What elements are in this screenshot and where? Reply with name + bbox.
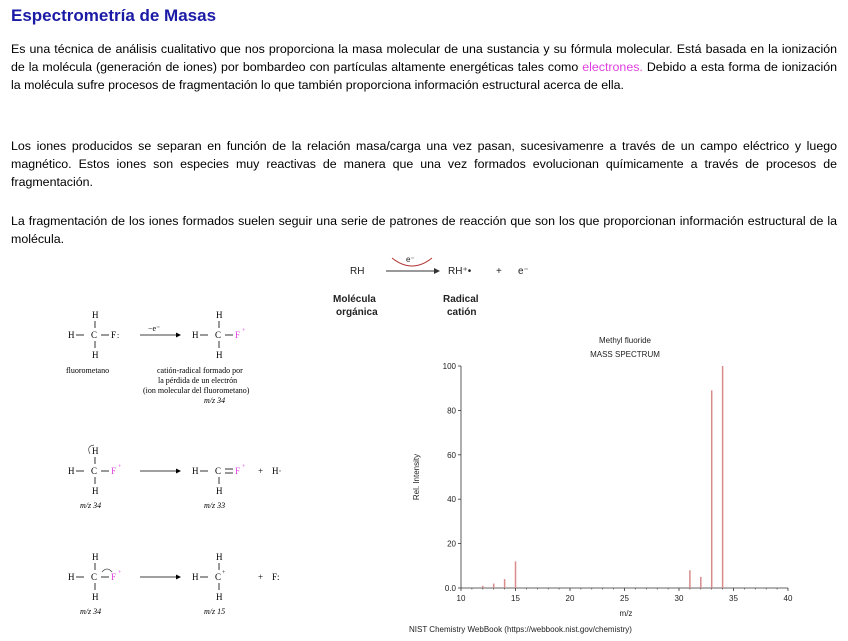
svg-text:H: H [92, 486, 99, 496]
byproduct-h-radical: H· [272, 466, 282, 476]
label-organica: orgánica [336, 307, 378, 318]
svg-text:F: F [111, 330, 117, 340]
x-tick-label: 10 [456, 594, 466, 603]
svg-text:H: H [216, 350, 223, 360]
chart-bars [483, 366, 723, 588]
svg-text:C: C [215, 466, 222, 476]
fluoromethane-structure [68, 310, 119, 360]
label-radical: Radical [443, 294, 479, 305]
svg-text:F: F [235, 466, 241, 476]
caption-line-2: la pérdida de un electrón [158, 376, 238, 385]
x-tick-label: 30 [674, 594, 684, 603]
fragmentation-scheme-3 [60, 548, 320, 625]
label-cation: catión [447, 307, 477, 318]
svg-text::: : [117, 331, 120, 340]
fragmentation-scheme-1 [60, 306, 320, 421]
caption-line-3: (ion molecular del fluorometano) [143, 386, 250, 395]
byproduct-f-radical: F: [272, 572, 280, 582]
fluorometano-label: fluorometano [66, 366, 110, 375]
y-tick-label: 20 [447, 539, 456, 549]
svg-text:H: H [216, 552, 223, 562]
svg-text:H: H [192, 330, 199, 340]
y-tick-label: 40 [447, 495, 456, 505]
svg-text:+: + [118, 464, 122, 470]
x-tick-label: 40 [783, 594, 793, 603]
intro-paragraph [11, 40, 837, 94]
svg-text:H: H [68, 466, 75, 476]
chart-source: NIST Chemistry WebBook (https://webbook.nist.gov/chemistry) [409, 625, 632, 634]
scheme-plus: + [496, 266, 502, 277]
svg-text:H: H [216, 592, 223, 602]
label-mz34-2: m/z 34 [80, 501, 102, 510]
svg-text:C: C [91, 572, 98, 582]
svg-text:F: F [111, 466, 117, 476]
y-tick-label: 0.0 [444, 584, 456, 593]
scheme-electron-out: e⁻ [518, 266, 529, 277]
svg-text:H: H [92, 592, 99, 602]
svg-text:H: H [216, 310, 223, 320]
svg-text:+: + [242, 328, 246, 334]
x-tick-label: 35 [729, 594, 738, 603]
label-mz15: m/z 15 [204, 607, 226, 616]
radical-cation-structure [192, 310, 246, 360]
svg-text:F: F [111, 572, 117, 582]
svg-text:H: H [68, 330, 75, 340]
svg-text:H: H [68, 572, 75, 582]
label-mz34-3: m/z 34 [80, 607, 102, 616]
svg-text:C: C [215, 572, 222, 582]
molecular-ion-structure-3 [68, 552, 122, 602]
scheme-electron-in: e⁻ [406, 255, 415, 264]
scheme-reactant: RH [350, 266, 365, 277]
ionization-scheme [330, 252, 560, 327]
plus-3: + [258, 572, 264, 582]
svg-text:H: H [92, 350, 99, 360]
svg-text:C: C [91, 466, 98, 476]
scheme-product: RH⁺• [448, 266, 472, 277]
plus-2: + [258, 466, 264, 476]
intro-text-after: Debido a esta forma de ionización la molécula sufre procesos de fragmentación lo que también proporciona información estructural acerca de ella. [11, 60, 837, 92]
svg-text:C: C [91, 330, 98, 340]
svg-text:H: H [92, 446, 99, 456]
molecular-ion-structure-2 [68, 445, 122, 496]
x-tick-label: 20 [565, 594, 575, 603]
svg-text:H: H [92, 310, 99, 320]
label-molecula: Molécula [333, 294, 376, 305]
svg-text:H: H [192, 466, 199, 476]
x-axis-label: m/z [619, 609, 633, 618]
svg-text:H: H [216, 486, 223, 496]
chart-title: Methyl fluoride [598, 336, 652, 345]
y-tick-label: 100 [442, 362, 456, 371]
chart-axes [443, 362, 793, 603]
svg-text:H: H [192, 572, 199, 582]
fragmentation-paragraph: La fragmentación de los iones formados suelen seguir una serie de patrones de reacción que son los que proporcionan información estructural de la molécula. [11, 214, 837, 246]
intro-text-before: Es una técnica de análisis cualitativo que nos proporciona la masa molecular de una sustancia y su fórmula molecular. Está basada en la ionización de la molécula (generación de iones) por bombardeo con partículas altamente energéticas tales como [11, 42, 837, 74]
y-tick-label: 80 [447, 406, 456, 416]
svg-text:C: C [215, 330, 222, 340]
ions-paragraph: Los iones producidos se separan en función de la relación masa/carga una vez pasan, sucesivamenre a través de un campo eléctrico y luego magnético. Estos iones son especies muy reactivas de manera que una vez formados evolucionan químicamente a través de procesos de fragmentación. [11, 139, 837, 189]
label-mz33: m/z 33 [204, 501, 226, 510]
caption-line-1: catión-radical formado por [157, 366, 243, 375]
svg-text:+: + [242, 464, 246, 470]
svg-text:+: + [118, 570, 122, 576]
fragment-mz15-structure [192, 552, 226, 602]
caption-mz34: m/z 34 [204, 396, 226, 405]
fragment-mz33-structure [192, 464, 246, 496]
page-title: Espectrometría de Masas [11, 6, 217, 25]
arrow-label-minus-e: −e⁻ [148, 324, 161, 333]
x-tick-label: 25 [620, 594, 629, 603]
fragmentation-scheme-2 [60, 442, 320, 519]
electrones-link[interactable]: electrones. [582, 60, 643, 74]
chart-subtitle: MASS SPECTRUM [590, 350, 660, 359]
svg-text:+: + [222, 570, 226, 576]
svg-text:F: F [235, 330, 241, 340]
y-tick-label: 60 [447, 450, 456, 460]
svg-text:H: H [92, 552, 99, 562]
mass-spectrum-chart [405, 330, 805, 641]
x-tick-label: 15 [511, 594, 520, 603]
y-axis-label: Rel. Intensity [412, 453, 421, 501]
scheme-arrowhead [434, 268, 440, 274]
